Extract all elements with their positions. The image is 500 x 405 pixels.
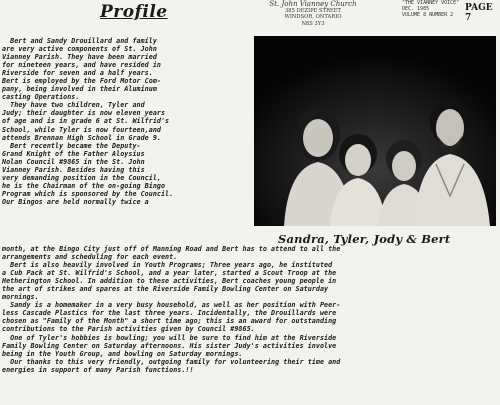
- article-text-line: Bert recently became the Deputy-: [2, 141, 141, 150]
- article-text-line: Hetherington School. In addition to these activities, Bert coaches young people in: [2, 277, 337, 286]
- article-text-line: pany, being involved in their Aluminum: [2, 85, 157, 94]
- article-text-line: Judy; their daughter is now eleven years: [2, 109, 166, 118]
- article-text-line: casting Operations.: [2, 93, 80, 102]
- church-address-line: WINDSOR, ONTARIO: [284, 14, 342, 21]
- article-text-line: a Cub Pack at St. Wilfrid's School, and a year later, started a Scout Troop at the: [2, 269, 337, 278]
- church-address-line: 385 DEZIPE STREET: [284, 8, 342, 14]
- issue-date: DEC. 1985: [402, 5, 430, 12]
- article-text-line: he is the Chairman of the on-going Bingo: [2, 181, 166, 190]
- article-text-line: They have two children, Tyler and: [2, 101, 145, 110]
- family-photo-image: [254, 36, 496, 226]
- article-left-column: [2, 37, 252, 206]
- page-number: PAGE 7: [465, 3, 493, 23]
- article-text-line: are very active components of St. John: [2, 45, 157, 54]
- page-title: Profile: [100, 2, 168, 22]
- article-text-line: Grand Knight of the Father Aloysius: [2, 149, 145, 158]
- article-full-width-text: [2, 245, 498, 374]
- issue-info: [402, 1, 464, 18]
- photo-caption: Sandra, Tyler, Jody & Bert: [278, 232, 451, 246]
- article-text-line: being in the Youth Group, and bowling on Saturday mornings.: [2, 349, 243, 358]
- article-text-line: Family Bowling Center on Saturday afternoons. His sister Judy's activities involve: [2, 341, 337, 350]
- church-address-line: N8S 3Y3: [301, 20, 325, 27]
- article-text-line: Program which is sponsored by the Council.: [2, 189, 174, 198]
- article-text-line: Nolan Council #9865 in the St. John: [2, 157, 145, 166]
- article-text-line: chosen as "Family of the Month" a short time ago; this is an award for outstanding: [2, 317, 337, 326]
- church-masthead: [238, 0, 388, 27]
- article-text-line: Bert and Sandy Drouillard and family: [2, 37, 157, 45]
- article-text-line: the art of strikes and spares at the Riverside Family Bowling Center on Saturday: [2, 285, 329, 294]
- article-text-line: very demanding position in the Council,: [2, 173, 161, 182]
- article-text-line: arrangements and scheduling for each event.: [2, 253, 178, 262]
- article-text-line: Sandy is a homemaker in a very busy household, as well as her position with Peer-: [2, 301, 341, 310]
- article-text-line: Bert is also heavily involved in Youth Programs; Three years ago, he instituted: [2, 261, 333, 270]
- issue-volume: VOLUME 8 NUMBER 2: [402, 11, 454, 18]
- church-name: St. John Vianney Church: [269, 0, 357, 8]
- article-text-line: Vianney Parish. Besides having this: [2, 165, 145, 174]
- article-text-line: contributions to the Parish activities given by Council #9865.: [2, 325, 255, 334]
- article-text-line: Our thanks to this very friendly, outgoing family for volunteering their time and: [2, 357, 341, 366]
- newsletter-name: "THE VIANNEY VOICE": [402, 0, 460, 6]
- article-text-line: month, at the Bingo City just off of Manning Road and Bert has to attend to all the: [2, 245, 341, 253]
- article-text-line: mornings.: [2, 293, 39, 302]
- article-text-line: attends Brennan High School in Grade 9.: [2, 133, 161, 142]
- family-photo: [254, 36, 496, 226]
- article-text-line: less Cascade Plastics for the last three years. Incidentally, the Drouillards were: [2, 309, 337, 318]
- article-text-line: School, while Tyler is now fourteen,and: [2, 125, 161, 134]
- article-text-line: Riverside for seven and a half years.: [2, 69, 153, 78]
- article-text-line: for nineteen years, and have resided in: [2, 61, 161, 70]
- article-text-line: One of Tyler's hobbies is bowling; you will be sure to find him at the Riverside: [2, 333, 337, 342]
- article-text-line: of age and is in grade 6 at St. Wilfrid's: [2, 117, 170, 126]
- article-text-line: Our Bingos are held normally twice a: [2, 197, 149, 206]
- article-text-line: Vianney Parish. They have been married: [2, 53, 157, 62]
- article-text-line: energies in support of many Parish functions.!!: [2, 365, 194, 374]
- article-text-line: Bert is employed by the Ford Motor Com-: [2, 77, 161, 86]
